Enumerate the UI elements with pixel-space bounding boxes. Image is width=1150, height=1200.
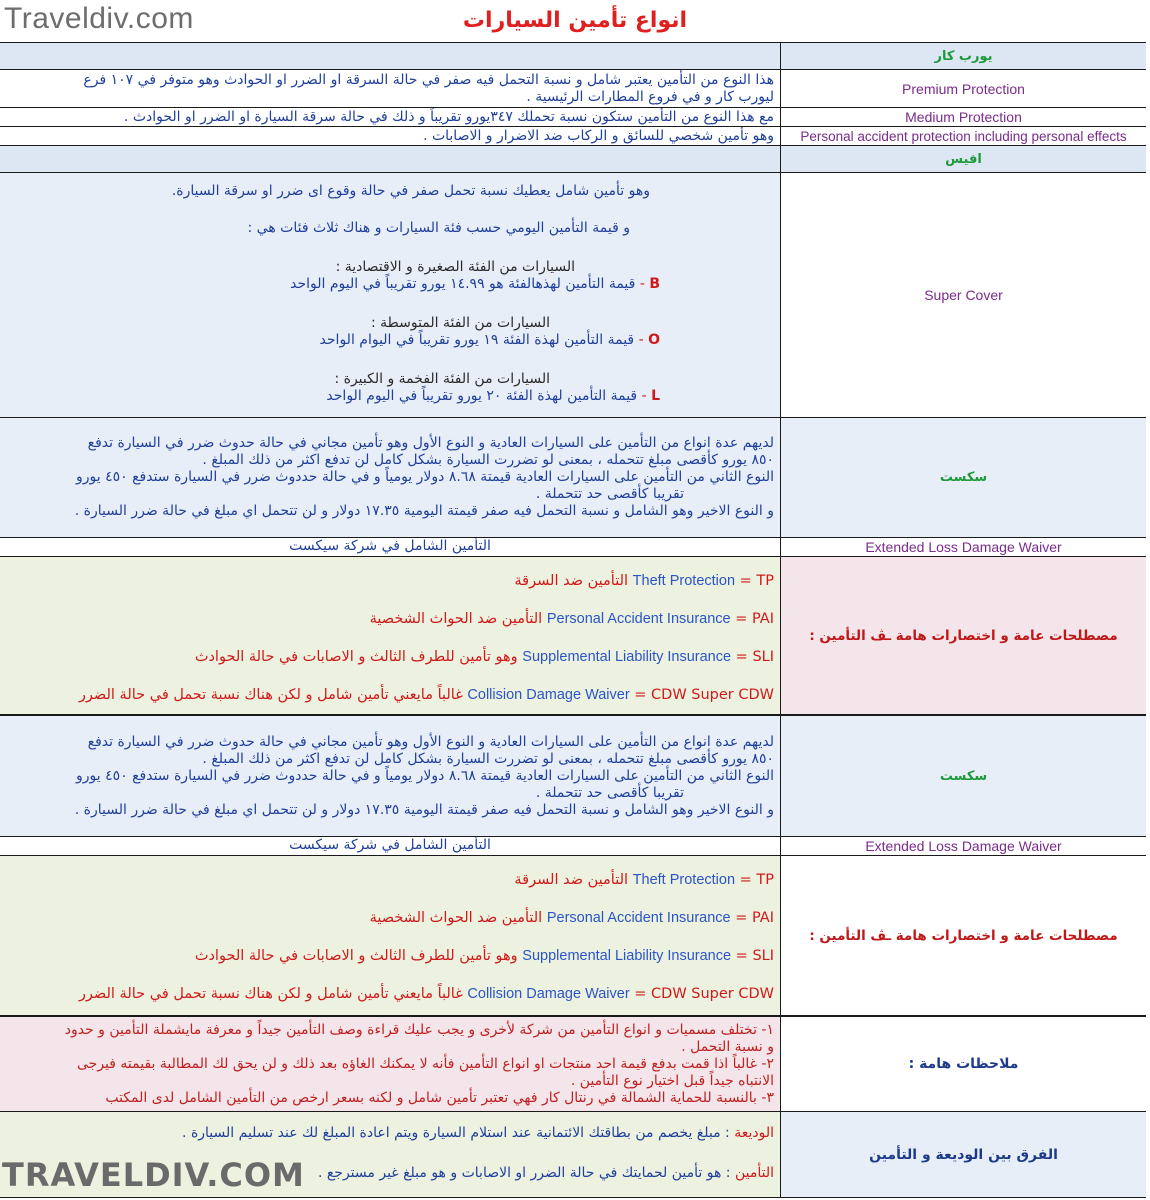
notes-row (0, 1016, 1146, 1112)
avis-category-price: L - قيمة التأمين لهذة الفئة ٢٠ يورو تقريباً في اليوم الواحد (326, 388, 660, 404)
personal-accident-row (0, 127, 1146, 146)
notes-label: ملاحظات هامة : (781, 1017, 1146, 1111)
sixt-line: تقريبا كأقصى حد تتحملة . (535, 784, 684, 801)
desc-line: هذا النوع من التأمين يعتبر شامل و نسبة التحمل فيه صفر في حالة السرقة او الضرر او الحوادث وهو متوفر في ١٠٧ فرع (83, 71, 774, 88)
deposit-line: الوديعة : مبلغ يخصم من بطاقتك الائتمانية عند استلام السيارة ويتم اعادة المبلغ لك عند تسليم السيارة . (182, 1125, 774, 1141)
eldw-row (0, 538, 1146, 557)
insurance-line: التأمين : هو تأمين لحمايتك في حالة الضرر او الاصابات و هو مبلغ غير مسترجع . (317, 1165, 774, 1181)
category-letter: O (648, 332, 660, 348)
personal-accident-label: Personal accident protection including personal effects (781, 127, 1146, 145)
avis-header-row (0, 146, 1146, 173)
europcar-header: يورب كار (781, 43, 1146, 69)
watermark-bottom: TRAVELDIV.COM (2, 1156, 305, 1194)
note-line: الانتباه جيداً قبل اختيار نوع التأمين . (570, 1072, 774, 1089)
terms-label: مصطلحات عامة و اختصارات هامة ـڤ التأمين : (781, 557, 1146, 714)
note-line: و نسبة التحمل . (681, 1038, 774, 1055)
eldw-label: Extended Loss Damage Waiver (781, 538, 1146, 556)
avis-header: افيس (781, 146, 1146, 172)
term-item: وهو تأمين للطرف الثالث و الاصابات في حالة الحوادث Supplemental Liability Insurance = SLI (194, 649, 774, 665)
sixt-line: النوع الثاني من التأمين على السيارات العادية قيمتة ٨.٦٨ دولار يومياً و في حالة حددوث ضرر في السيارة ستدفع ٤٥٠ يورو (75, 767, 774, 784)
personal-accident-desc (0, 127, 781, 145)
avis-header-left (0, 146, 781, 172)
medium-protection-row (0, 108, 1146, 127)
avis-super-cover-desc (0, 173, 781, 417)
sixt-line: النوع الثاني من التأمين على السيارات العادية قيمتة ٨.٦٨ دولار يومياً و في حالة حددوث ضرر في السيارة ستدفع ٤٥٠ يورو (75, 469, 774, 485)
europcar-header-row (0, 43, 1146, 70)
desc-line: ليورب كار و في فروع المطارات الرئيسية . (526, 88, 774, 105)
premium-protection-desc (0, 70, 781, 107)
category-letter: B (649, 276, 660, 292)
terms-list (0, 557, 781, 714)
notes-desc (0, 1017, 781, 1111)
eldw-label-2: Extended Loss Damage Waiver (781, 837, 1146, 855)
sixt-line: ٨٥٠ يورو كأقصى مبلغ تتحمله ، بمعنى لو تضررت السيارة بشكل كامل لن تدفع اكثر من ذلك المبلغ . (202, 452, 774, 468)
sixt-line: و النوع الاخير وهو الشامل و نسبة التحمل فيه صفر قيمتة اليومية ١٧.٣٥ دولار و لن تتحمل اي مبلغ في حالة ضرر السيارة . (74, 503, 774, 519)
term-item: التأمين ضد السرقة Theft Protection = TP (514, 573, 774, 589)
desc-line: مع هذا النوع من التأمين ستكون نسبة تحملك ٣٤٧يورو تقريباً و ذلك في حالة سرقة السيارة او الضرر او الحوادث . (123, 108, 774, 125)
term-item: التأمين ضد الحواث الشخصية Personal Accident Insurance = PAI (369, 611, 774, 627)
premium-protection-row (0, 70, 1146, 108)
sixt-desc (0, 418, 781, 537)
category-price-text: قيمة التأمين لهذهالفئة هو ١٤.٩٩ يورو تقريباً في اليوم الواحد (290, 276, 636, 292)
eldw-desc: التأمين الشامل في شركة سيكست (0, 538, 781, 556)
premium-protection-label: Premium Protection (781, 70, 1146, 107)
term-item: التأمين ضد السرقة Theft Protection = TP (514, 872, 774, 888)
avis-category-price: O - قيمة التأمين لهذة الفئة ١٩ يورو تقريباً في اليوام الواحد (319, 332, 660, 348)
avis-intro: وهو تأمين شامل يعطيك نسبة تحمل صفر في حالة وقوع اى ضرر او سرقة السيارة. (171, 183, 650, 199)
avis-category-title: السيارات من الفئة الفخمة و الكبيرة : (334, 371, 550, 387)
avis-super-cover-label: Super Cover (781, 173, 1146, 417)
sixt-line: تقريبا كأقصى حد تتحملة . (535, 486, 684, 502)
sixt-desc-2 (0, 716, 781, 836)
note-line: ١- تختلف مسميات و انواع التأمين من شركة لأخرى و يجب عليك قراءة وصف التأمين جيداً و معرفة مايشملة التأمين و حدود (64, 1021, 774, 1038)
sixt-row (0, 418, 1146, 538)
category-price-text: قيمة التأمين لهذة الفئة ٢٠ يورو تقريباً في اليوم الواحد (326, 388, 638, 404)
avis-category-price: B - قيمة التأمين لهذهالفئة هو ١٤.٩٩ يورو تقريباً في اليوم الواحد (290, 276, 660, 292)
sixt-label-2: سكست (781, 716, 1146, 836)
avis-daily: و قيمة التأمين اليومي حسب فئة السيارات و هناك ثلاث فئات هي : (247, 220, 630, 236)
sixt-label: سكست (781, 418, 1146, 537)
term-item: التأمين ضد الحواث الشخصية Personal Accident Insurance = PAI (369, 910, 774, 926)
note-line: ٢- غالباً اذا قمت بدفع قيمة احد منتجات او انواع التأمين فأنه لا يمكنك الغاؤه بعد ذلك و لن يحق لك المطالبة بقيمته فيرجى (77, 1055, 774, 1072)
medium-protection-desc (0, 108, 781, 126)
note-line: ٣- بالنسبة للحماية الشمالة في رنتال كار فهي تعتبر تأمين شامل و لكنه بسعر ارخص من التأمين الشامل لدى المكتب (105, 1089, 774, 1106)
sixt-row-2 (0, 715, 1146, 837)
avis-super-cover-row (0, 173, 1146, 418)
sixt-line: ٨٥٠ يورو كأقصى مبلغ تتحمله ، بمعنى لو تضررت السيارة بشكل كامل لن تدفع اكثر من ذلك المبلغ . (202, 750, 774, 767)
watermark-top: Traveldiv.com (4, 2, 194, 35)
sixt-line: لديهم عدة انواع من التأمين على السيارات العادية و النوع الأول وهو تأمين مجاني في حالة حدوث ضرر في السيارة تدفع (87, 733, 774, 750)
category-price-text: قيمة التأمين لهذة الفئة ١٩ يورو تقريباً في اليوام الواحد (319, 332, 635, 348)
avis-category-title: السيارات من الفئة الصغيرة و الاقتصادية : (335, 259, 575, 275)
term-item: وهو تأمين للطرف الثالث و الاصابات في حالة الحوادث Supplemental Liability Insurance = SLI (194, 948, 774, 964)
desc-line: وهو تأمين شخصي للسائق و الركاب ضد الاضرار و الاصابات . (423, 127, 774, 144)
sixt-line: لديهم عدة انواع من التأمين على السيارات العادية و النوع الأول وهو تأمين مجاني في حالة حدوث ضرر في السيارة تدفع (87, 435, 774, 451)
term-item: غالباً مايعني تأمين شامل و لكن هناك نسبة تحمل في حالة الضرر Collision Damage Waiver = CDW Super CDW (78, 986, 774, 1002)
term-item: غالباً مايعني تأمين شامل و لكن هناك نسبة تحمل في حالة الضرر Collision Damage Waiver = CDW Super CDW (78, 687, 774, 703)
page-title: انواع تأمين السيارات (462, 8, 688, 33)
avis-category-title: السيارات من الفئة المتوسطة : (370, 315, 550, 331)
terms-row (0, 557, 1146, 715)
sixt-line: و النوع الاخير وهو الشامل و نسبة التحمل فيه صفر قيمتة اليومية ١٧.٣٥ دولار و لن تتحمل اي مبلغ في حالة ضرر السيارة . (74, 801, 774, 818)
terms-list-2 (0, 856, 781, 1015)
eldw-row-2 (0, 837, 1146, 856)
medium-protection-label: Medium Protection (781, 108, 1146, 126)
deposit-label: الفرق بين الوديعة و التأمين (781, 1112, 1146, 1197)
terms-label-2: مصطلحات عامة و اختصارات هامة ـڤ التأمين : (781, 856, 1146, 1015)
europcar-header-left (0, 43, 781, 69)
terms-row-2 (0, 856, 1146, 1016)
category-letter: L (651, 388, 660, 404)
eldw-desc-2: التأمين الشامل في شركة سيكست (0, 837, 781, 855)
